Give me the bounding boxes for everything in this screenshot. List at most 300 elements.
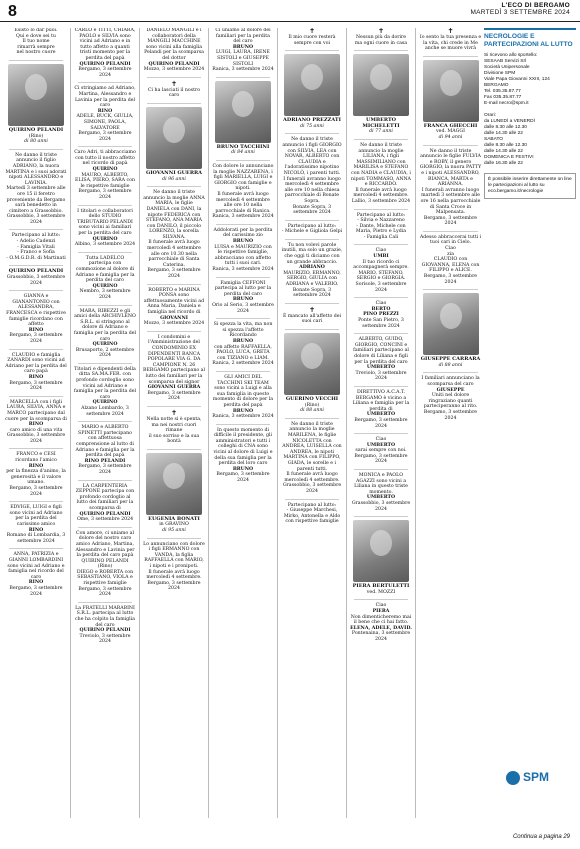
divider — [354, 433, 408, 434]
notice-name: RINO — [28, 327, 44, 333]
notice-text: Tutta LADELCO partecipa con commozione al dolore di Adriano e famiglia per la perdita del caro — [75, 255, 135, 284]
notice-text: Ciao — [375, 301, 387, 307]
divider — [78, 305, 132, 306]
obituary-notice — [350, 520, 412, 595]
obituary-notice — [74, 209, 136, 248]
obituary-notice — [5, 353, 67, 392]
divider — [285, 499, 339, 500]
divider — [216, 77, 270, 78]
notice-name: UMBERTO — [366, 495, 396, 501]
obituary-notice — [5, 28, 67, 56]
sidebar-line: SESAAB Servizi Srl — [484, 59, 527, 64]
notice-text: Ci stringiamo ad Adriano, Martina, Alessandro e Lavinia per la perdita del caro — [74, 86, 136, 109]
sidebar — [484, 28, 576, 828]
notice-text: DIRETTIVO A.C.A.T. BERGAMO è vicino a Liliana e famiglia per la perdita di — [352, 389, 410, 412]
portrait-photo — [423, 293, 479, 355]
sidebar-line: BERGAMO — [484, 83, 509, 88]
notice-text: Grassobbio, 3 settembre 2024 — [6, 275, 66, 286]
divider — [147, 331, 201, 332]
obituary-notice — [350, 437, 412, 465]
column-4 — [209, 28, 278, 818]
notice-text: Bergamo, 3 settembre 2024 — [423, 409, 478, 421]
obituary-notice — [419, 60, 482, 141]
age-label: di 88 anni — [438, 362, 463, 368]
divider — [354, 244, 408, 245]
obituary-notice — [350, 54, 412, 135]
notice-text: MARIO e ALBERTO SPINETTI partecipano con affettuosa comprensione al lutto di Adriano e famiglia per la perdita del papà — [75, 425, 135, 459]
sidebar-line: SABATO — [484, 137, 504, 142]
notice-text: MAURIZIO, ERMANNO, SERGIO, GIULIA con ADRIANA e VALERIO. — [283, 270, 341, 288]
notice-text: ma ogni cuore in casa — [354, 40, 408, 46]
obituary-notice — [350, 213, 412, 241]
portrait-photo — [146, 453, 202, 515]
notice-text: Alzano Lombardo, 3 settembre 2024 — [81, 406, 129, 417]
notice-text: Treviolo, 3 settembre 2024 — [355, 370, 407, 382]
notice-text: Romano di Lombardia, 3 settembre 2024 — [6, 533, 66, 544]
obituary-notice — [5, 233, 67, 261]
notice-text: - Famiglia Cali — [363, 234, 399, 240]
sidebar-line: E-mail necro@spm.it — [484, 101, 529, 106]
notice-name: BRUNO — [232, 408, 254, 414]
divider — [9, 548, 63, 549]
notice-text: GLI AMICI DEL TACCHINI SKI TEAM sono vicini a Luigi e alla sua famiglia in questo momento di dolore per la perdita del papà — [212, 374, 274, 408]
deceased-name: UMBERTO MICHELETTI — [362, 117, 400, 129]
sidebar-line: dalle 8.30 alle 12.30 — [484, 143, 527, 148]
notice-name: BRUNO — [232, 338, 254, 344]
cross-icon: ✝ — [378, 28, 384, 35]
notice-name: QUIRINO PELANDI — [79, 511, 131, 517]
notice-text: Bergamo, 3 settembre 2024 — [78, 464, 132, 475]
divider — [147, 186, 201, 187]
notice-text: DANIELO MANGILI e i collaboratori della MANGILI MACCHINE sono vicini alla famiglia Pelandi per la scomparsa del dottor — [144, 28, 204, 61]
notice-text: Grassobbio, 3 settembre 2024 — [351, 501, 411, 512]
notice-text: FRANCO e CESI ricordano l'amico — [15, 452, 57, 464]
notice-text: sempre con voi — [293, 40, 331, 46]
sidebar-line: Orari: — [484, 113, 496, 118]
obituary-notice — [350, 143, 412, 205]
notice-text: CARLO e TITTI, CHIARA, PAOLO e SILVIA sono vicini ad Adriano e in tutto affetto a quanti tristi momento per la perdita del papà — [74, 28, 136, 61]
notice-text: Ricordando — [229, 333, 257, 339]
section-title: NECROLOGIE E PARTECIPAZIONI AL LUTTO — [484, 28, 576, 49]
notice-text: Ranica, 2 settembre 2024 — [212, 361, 274, 367]
obituary-notice — [281, 54, 343, 129]
notice-text: LA CARPENTERIA ZEPPONE partecipa con profondo cordoglio al lutto dei familiari per la scomparsa di — [75, 483, 135, 511]
notice-text: LUISA e MAURIZIO con le rispettive famiglie, abbracciano con affetto tutti i suoi cari. — [214, 244, 272, 267]
notice-text: per la finezza d'animo, la generosità e il valore umano. — [6, 469, 66, 486]
obituary-notice — [143, 81, 205, 99]
obituary-notice — [143, 288, 205, 327]
notice-text: Partecipano al lutto: — [356, 212, 406, 218]
sidebar-line: Fax 035.35.87.77 — [484, 95, 522, 100]
notice-text: Bonate Sopra, 3 settembre 2024 — [292, 204, 332, 216]
portrait-photo — [215, 81, 271, 143]
cross-icon: ✝ — [171, 79, 177, 88]
notice-text: sarai sempre con noi. — [355, 448, 407, 454]
obituary-notice — [281, 28, 343, 46]
obituary-notice — [143, 335, 205, 402]
notice-name: RINO — [28, 374, 44, 380]
notice-name: RINO — [28, 422, 44, 428]
notice-text: Ranica, 3 settembre 2024 — [212, 214, 274, 220]
column-2 — [71, 28, 140, 818]
divider — [216, 424, 270, 425]
spm-logo-icon — [506, 771, 520, 785]
obituary-notice — [419, 149, 482, 227]
divider — [423, 289, 478, 290]
divider — [216, 371, 270, 372]
masthead — [470, 2, 570, 16]
name-detail: (Rino) — [28, 133, 44, 139]
divider — [9, 149, 63, 150]
name-detail: in GRAVINO — [159, 522, 189, 528]
notice-name: PINO PREZZI — [363, 312, 399, 318]
notice-text: Treviolo, 3 settembre 2024 — [79, 633, 131, 645]
notice-name: GIOVANNI — [160, 315, 188, 321]
notice-text: Il funerale avrà luogo mercoledì 4 settembre. — [284, 472, 340, 483]
obituary-notice — [350, 603, 412, 642]
notice-text: Lallio, 3 settembre 2024 — [351, 198, 411, 204]
obituary-notice — [281, 224, 343, 235]
notice-text: Ranica, 3 settembre 2024 — [212, 267, 274, 273]
obituary-notice — [212, 322, 274, 367]
notice-text: Mozzo, 3 settembre 2024 — [143, 321, 205, 327]
portrait-photo — [353, 54, 409, 116]
sidebar-line: dalle 8.30 alle 12.30 — [484, 125, 527, 130]
divider — [78, 421, 132, 422]
notice-text: Si spezza la vita, ma non si spezza l'affetto — [213, 322, 273, 333]
notice-text: il suo sorriso e la sua bontà — [148, 433, 200, 445]
notice-text: Bergamo, 3 settembre 2024 — [78, 586, 132, 598]
notice-name: RINO — [28, 580, 44, 586]
notice-text: Il mio cuore resterà — [288, 35, 336, 40]
obituary-notice — [74, 425, 136, 475]
notice-text: Bergamo, 3 settembre 2024 — [9, 333, 63, 344]
sidebar-line: dalle 16.30 alle 22 — [484, 161, 523, 166]
obituary-notice — [212, 375, 274, 420]
obituary-notice — [5, 294, 67, 344]
notice-text: Mozzo, 3 settembre 2024 — [143, 67, 205, 73]
notice-text: Ranica, 3 settembre 2024 — [212, 414, 274, 420]
notice-text: Lo annunciano con dolore i figli ERMANNO con VANDA, la figlia RAFFAELLA con MARIO, i nipoti e i pronipoti. — [143, 541, 205, 570]
obituary-notice — [74, 86, 136, 142]
notice-text: Bergamo, 3 settembre 2024 — [147, 580, 201, 592]
notice-text: In questo momento di difficile il presidente, gli amministratori e tutti i colleghi di CNA sono vicini al dolore di Luigi e della sua famiglia per la perdita del loro caro — [213, 427, 273, 467]
obituary-notice — [281, 137, 343, 215]
divider — [285, 239, 339, 240]
divider — [354, 297, 408, 298]
notice-text: La FRATELLI MARABINI S.R.L. partecipa al lutto che ha colpito la famiglia del caro — [75, 605, 135, 628]
contact-info — [484, 53, 576, 107]
notice-text: Bonate Sopra, 3 settembre 2024 — [292, 287, 332, 299]
notice-text: Ci uniamo al dolore dei familiari per la perdita del caro — [215, 28, 271, 45]
notice-text: I condomini e l'Amministrazione del CONDOMINIO EX DIPENDENTI BANCA POPOLARE VIA G. DA CAMPIONE N. 26 BERGAMO partecipano al lutto dei familiari per la scomparsa del signor — [143, 334, 205, 385]
cross-icon: ✝ — [309, 305, 315, 314]
divider — [78, 252, 132, 253]
notice-text: Sorisole, 3 settembre 2024 — [355, 282, 407, 293]
notice-name: ELENA, ADELE, DAVID. — [350, 625, 412, 631]
notice-name: UMBERTO — [366, 442, 396, 448]
obituary-notice — [143, 453, 205, 534]
obituary-notice — [350, 390, 412, 429]
obituary-notice — [74, 256, 136, 301]
notice-text: Ne danno il triste annuncio la moglie MARILENA, le figlie NICOLETTA con ANDREA, LUISELLA con ANDREA, le nipoti MARTINA con FILIPPO, GIADA, le sorelle e i parenti tutti. — [282, 421, 342, 472]
notice-text: Grassobbio, 3 settembre 2024 — [282, 483, 342, 494]
obituary-notice — [5, 505, 67, 544]
notice-text: Ome, 3 settembre 2024 — [76, 517, 134, 523]
notice-name: RINO — [28, 463, 44, 469]
notice-text: Bergamo, 3 settembre 2024 — [354, 453, 408, 465]
notice-text: Addolorati per la perdita del carissimo zio — [213, 227, 273, 239]
notice-name: QUIRINO PELANDI — [148, 61, 200, 67]
notice-text: Ci ha lasciati il nostro caro — [147, 87, 201, 99]
notice-text: Ne danno il triste annuncio i figli GIORGIO con SILVIA, LEA con NOVAR, ALBERTO con CLAUDIA e l'adoratissimo nipotino NICOLÒ, i parenti tutti. — [282, 137, 342, 176]
cross-icon: ✝ — [171, 408, 177, 417]
divider — [354, 516, 408, 517]
portrait-photo — [8, 64, 64, 126]
notice-text: GIANNA e GIANANTONIO con ALESSANDRA, FRANCESCA e rispettive famiglie ricordano con affetto — [6, 294, 66, 328]
notice-text: Io sento la tua presenza e la vita, chi crede in Me anche se muore vivrà — [419, 35, 482, 52]
notice-text: I funerali avranno luogo mercoledì 4 settembre alle ore 10 nella chiesa parrocchiale di Bonate Sopra. — [283, 176, 341, 204]
obituary-notice — [143, 107, 205, 182]
notice-name: PIERA — [372, 609, 390, 614]
obituary-notice — [74, 309, 136, 359]
divider — [354, 333, 408, 334]
notice-text: Pontenaina, 3 settembre 2024 — [351, 631, 411, 642]
notice-text: È mancato all'affetto dei suoi cari — [282, 313, 342, 325]
portrait-photo — [423, 60, 479, 122]
sidebar-line: DOMENICA E FESTIVI — [484, 155, 534, 160]
notice-text: Il funerale avrà luogo mercoledì 4 settembre alle ore 10.30 nella parrocchiale di Santa Caterina. — [147, 240, 201, 268]
obituary-notice — [5, 269, 67, 286]
column-7 — [416, 28, 485, 818]
name-detail: ved. MOZZI — [366, 589, 396, 595]
notice-name: QUIRINO — [92, 283, 118, 289]
portrait-photo — [284, 333, 340, 395]
obituary-notice — [5, 153, 67, 226]
obituary-notice — [350, 28, 412, 46]
divider — [9, 448, 63, 449]
notice-text: caro amico di una vita — [9, 427, 63, 433]
notice-text: Ne danno il triste annuncio la moglie LILIANA, i figli MASSIMILIANO con MARILISA e STEFANO con NADIA e CLAUDIA, i nipoti TOMMASO, ANNA e RICCARDO. — [351, 142, 411, 188]
issue-date: MARTEDÌ 3 SETTEMBRE 2024 — [470, 9, 570, 16]
column-3 — [140, 28, 209, 818]
age-label: di 77 anni — [369, 129, 393, 135]
notice-text: Grassobbio, 3 settembre 2024 — [6, 433, 66, 444]
notice-text: I funerali avranno luogo martedì 3 settembre alle ore 16 nella parrocchiale di Santa Croce in Malpensata. — [420, 187, 481, 216]
notice-name: ADRIANO — [299, 265, 325, 271]
notice-text: Caro Adri, ti abbracciamo con tutto il nostro affetto nel ricordo di papà — [74, 150, 136, 167]
obituary-notice — [212, 164, 274, 220]
notice-name: BRUNO — [232, 44, 254, 50]
portrait-photo — [284, 54, 340, 116]
divider — [9, 60, 63, 61]
divider — [78, 527, 132, 528]
name-detail: ved. MAGGI — [436, 129, 465, 135]
notice-text: Tu non volevi parole inutili, ma solo un grazie, che oggi ti diciamo con un grande abbraccio. — [281, 242, 343, 265]
notice-name: BRUNO — [232, 466, 254, 472]
divider — [285, 303, 339, 304]
obituary-notice — [212, 81, 274, 156]
sidebar-line: dalle 14.30 alle 22 — [484, 131, 523, 136]
notice-text: zia — [447, 251, 454, 257]
notice-text: Con amore, ci uniamo al dolore del nostro caro amico Adriano, Martina, Alessandro e Lavinia per la perdita del caro papà — [75, 530, 135, 559]
notice-text: Ponte San Pietro, 3 settembre 2024 — [358, 318, 404, 329]
obituary-notice — [419, 293, 482, 368]
divider — [354, 50, 408, 51]
obituary-notice — [74, 606, 136, 645]
age-label: di 96 anni — [162, 176, 186, 182]
notice-text: Ne danno il triste annuncio il figlio ADRIANO, la nuora MARTINA e i suoi adorati nipoti ALESSANDRO e LAVINIA. — [5, 152, 67, 186]
notice-text: LUIGI, LAURA, IRENE SISTOLI e GIUSEPPE SISTOLI — [216, 50, 270, 67]
obituary-notice — [143, 410, 205, 445]
notice-text: Martedì 3 settembre alle ore 15 il feretro proveniente da Bergamo sarà benedetto in cimitero a Grassobbio. — [6, 186, 66, 214]
notice-text: Ciao — [375, 603, 387, 609]
notice-text: Nembro, 3 settembre 2024 — [79, 289, 131, 300]
divider — [423, 145, 478, 146]
divider — [354, 599, 408, 600]
spm-logo: SPM — [506, 770, 549, 785]
notice-text: - Franco e Sofia — [17, 250, 55, 256]
divider — [78, 205, 132, 206]
notice-name: QUIRINO — [92, 342, 118, 348]
notice-text: Con dolore lo annunciano la moglie NAZZARENA, i figli MARIELLA, LUIGI e GIORGIO con famiglie e nipoti. — [212, 163, 274, 192]
deceased-name: QUIRINO PELANDI — [8, 126, 64, 133]
notice-text: MARIO, STEFANO, SERGIO e GIORGIA. — [356, 270, 406, 282]
notice-text: - Famiglia Vitali — [17, 244, 55, 250]
obituary-notice — [74, 484, 136, 523]
divider — [9, 229, 63, 230]
sidebar-line: Società Unipersonale — [484, 65, 530, 70]
notice-text: Ranica, 3 settembre 2024 — [212, 67, 274, 73]
notice-name: UMBERTO — [366, 412, 396, 418]
notice-text: Il funerale avrà luogo mercoledì 4 settembre alle ore 10 nella parrocchiale di Ranica. — [215, 191, 271, 214]
notice-name: BRUNO — [232, 297, 254, 303]
divider — [216, 160, 270, 161]
deceased-name: GUERINO VECCHI — [285, 396, 339, 402]
notice-text: Il funerale avrà luogo mercoledì 4 settembre. — [353, 187, 409, 199]
age-label: di 95 anni — [162, 528, 186, 534]
notice-text: Bergamo, 3 settembre 2024 — [216, 472, 270, 484]
obituary-notice — [5, 400, 67, 445]
deceased-name: EUGENIA BONATI — [148, 515, 200, 522]
divider — [147, 538, 201, 539]
divider — [354, 209, 408, 210]
age-label: di 84 anni — [231, 150, 255, 156]
notice-text: Bergamo, 3 settembre 2024 — [354, 417, 408, 429]
notice-text: Grassobbio, 3 settembre 2024 — [6, 214, 66, 225]
cross-icon: ✝ — [447, 28, 454, 35]
notice-text: Bergamo, 3 settembre 2024 — [78, 189, 132, 201]
divider — [78, 146, 132, 147]
obituary-notice — [143, 28, 205, 73]
obituary-notice — [281, 307, 343, 325]
notice-text: Titolari e dipendenti della ditta SA.MA.FER. con profondo cordoglio sono vicini ad Adriano e famiglia per la perdita del caro — [74, 366, 137, 400]
divider — [9, 501, 63, 502]
office-hours — [484, 113, 576, 167]
notice-name: UMBI — [373, 254, 389, 260]
obituary-notice — [419, 28, 482, 52]
notice-text: Il tuo nome — [22, 39, 50, 45]
obituary-notice — [212, 281, 274, 315]
obituary-notice — [5, 552, 67, 597]
notice-name: QUIRINO PELANDI — [79, 61, 131, 67]
notice-name: BERTO — [371, 306, 391, 312]
online-notice: È possibile inserire direttamente on line le partecipazioni al lutto su eco.bergamo.it/necrologie — [484, 173, 576, 199]
notice-text: Il tuo ricordo ci accompagnerà sempre. — [353, 259, 409, 271]
notice-text: Ciao — [375, 248, 387, 254]
notice-text: I familiari annunciano la scomparsa del caro — [421, 376, 480, 387]
notice-name: GIOVANNI GUERRA — [147, 385, 201, 391]
notice-text: rimarrà sempre — [17, 44, 55, 50]
divider — [147, 284, 201, 285]
divider — [285, 220, 339, 221]
divider — [216, 224, 270, 225]
notice-text: ALBERTO, GUIDO, GIORGIO, CONCINI e familiari partecipano al dolore di Liliana e figli per la perdita del caro — [353, 337, 409, 365]
notice-text: MONICA e PAOLO AGAZZI sono vicini a Liliana in questo triste momento. — [354, 473, 408, 495]
notice-text: Famiglia CEFFONI partecipa al lutto per la perdita del caro — [214, 280, 272, 297]
sidebar-line: Tel. 035.35.87.77 — [484, 89, 521, 94]
notice-name: QUIRINO — [92, 236, 118, 242]
notice-text: Bergamo, 3 settembre 2024 — [9, 585, 63, 597]
notice-name: QUIRINO — [92, 400, 118, 406]
sidebar-line: Si ricevono allo sportello: — [484, 53, 538, 58]
notice-text: Partecipano al lutto: — [287, 502, 337, 508]
notice-text: - O.M.G.D.R. di Martinati — [6, 255, 66, 261]
column-6 — [347, 28, 416, 818]
obituary-notice — [212, 28, 274, 73]
divider — [216, 277, 270, 278]
divider — [285, 418, 339, 419]
obituary-notice — [281, 503, 343, 525]
obituary-notice — [5, 64, 67, 145]
age-label: di 88 anni — [300, 408, 324, 414]
notice-text: EDVIGE, LUIGI e figli sono vicini ad Adriano per la perdita del carissimo amico — [9, 505, 63, 527]
notice-text: Ne danno il triste annuncio le figlie FULVIA e ROBY, il genero GIORGIO, la nuora PATTY e i nipoti ALESSANDRO, BIANCA, MARTA e ARIANNA. — [419, 148, 482, 188]
notice-text: Bergamo, 3 settembre 2024 — [78, 131, 132, 142]
divider — [285, 133, 339, 134]
deceased-name: QUIRINO PELANDI — [8, 268, 64, 275]
divider — [423, 372, 478, 373]
notice-text: Orio al Serio, 3 settembre 2024 — [212, 303, 274, 314]
notice-text: Ciao — [375, 437, 387, 443]
notice-text: Esisto lo dar puoi. — [14, 28, 58, 33]
deceased-name: GIOVANNI GUERRA — [145, 169, 203, 176]
obituary-notice — [419, 376, 482, 421]
divider — [285, 50, 339, 51]
divider — [423, 56, 478, 57]
notice-text: Nessun più da dorire — [355, 35, 407, 40]
notice-text: Bergamo, 3 settembre 2024 — [423, 215, 478, 227]
divider — [78, 602, 132, 603]
deceased-name: BRUNO TACCHINI — [216, 143, 270, 150]
notice-text: DIEGO e ROBERTA con SEBASTIANO, VIOLA e rispettive famiglie — [76, 569, 134, 587]
notice-text: - Michele e Gigliola Gelpi — [281, 229, 343, 235]
obituary-notice — [143, 190, 205, 280]
obituary-notice — [350, 473, 412, 512]
divider — [216, 318, 270, 319]
notice-text: Non dimenticheremo mai il bene che ci hai fatto. — [350, 614, 412, 626]
divider — [147, 406, 201, 407]
divider — [78, 82, 132, 83]
notice-text: I titolari e collaboratori dello STUDIO TRIBUTARIO PELANDI sono vicini ai familiari per la perdita del caro — [77, 208, 133, 236]
deceased-name: FRANCA GHECCHI — [423, 122, 478, 129]
notice-text: - Dante, Michele con Maria, Pietro e Lydia — [355, 223, 407, 235]
obituary-notice — [212, 228, 274, 273]
notice-text: CLAUDIO e famiglia ZANARDI sono vicini ad Adriano per la perdita del caro papà — [5, 352, 67, 375]
notice-name: BRUNO — [232, 239, 254, 245]
divider — [354, 139, 408, 140]
notice-text: Bergamo, 3 settembre 2024 — [78, 67, 132, 78]
